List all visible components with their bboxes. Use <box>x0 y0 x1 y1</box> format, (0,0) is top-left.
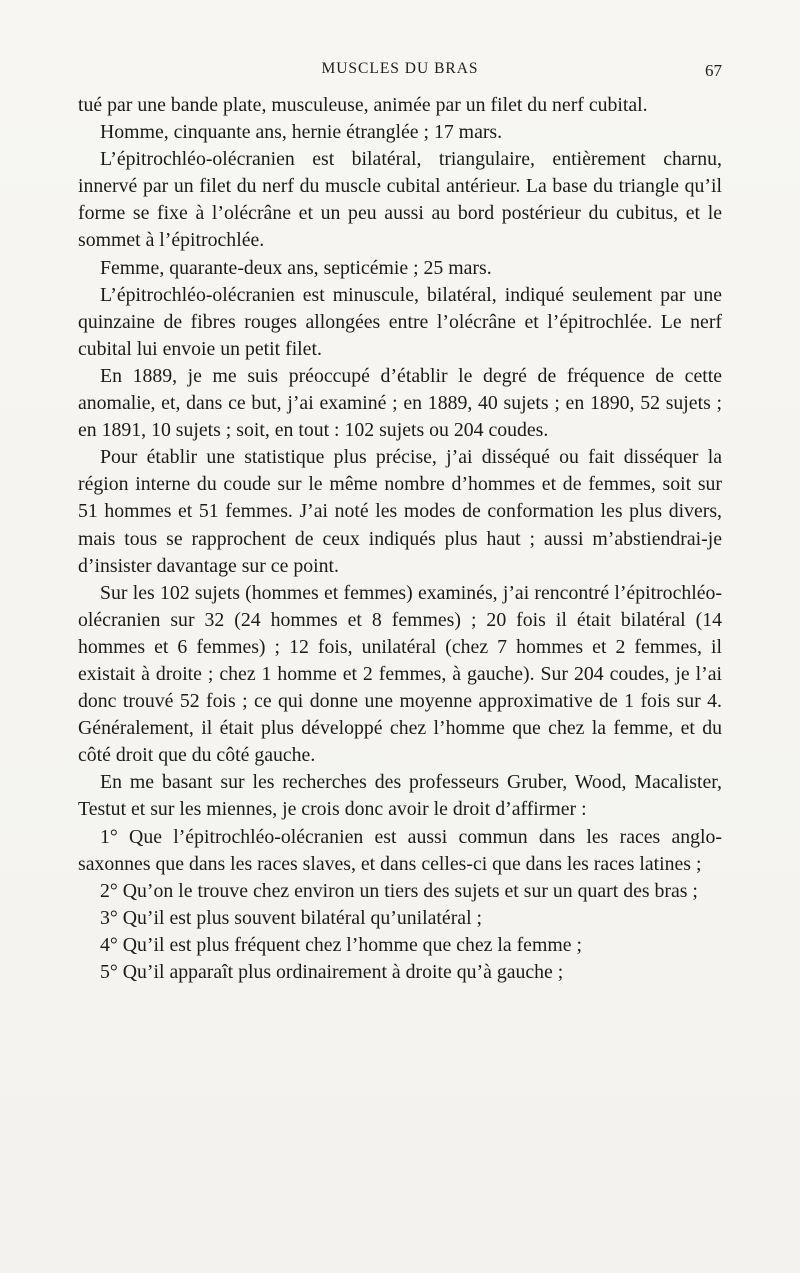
list-item: 4° Qu’il est plus fréquent chez l’homme que chez la femme ; <box>100 933 582 956</box>
paragraph: tué par une bande plate, musculeuse, animée par un filet du nerf cubital. <box>78 94 648 116</box>
body-text <box>78 92 722 986</box>
paragraph: Homme, cinquante ans, hernie étranglée ; 17 mars. <box>100 121 503 144</box>
paragraph: En 1889, je me suis préoccupé d’établir le degré de fréquence de cette anomalie, et, dans ce but, j’ai examiné ; en 1889, 40 sujets ; en 1890, 52 sujets ; en 1891, 10 sujets ; soit, en tout : 102 sujets ou 204 coudes. <box>78 364 722 442</box>
paragraph: Femme, quarante-deux ans, septicémie ; 25 mars. <box>100 256 492 279</box>
page-number: 67 <box>705 61 722 80</box>
paragraph: Pour établir une statistique plus précise, j’ai disséqué ou fait disséquer la région interne du coude sur le même nombre d’hommes et de femmes, soit sur 51 hommes et 51 femmes. J’ai noté les modes de conformation les plus divers, mais tous se rapprochent de ceux indiqués plus haut ; aussi m’abstiendrai-je d’insister davantage sur ce point. <box>78 446 722 577</box>
paragraph: Sur les 102 sujets (hommes et femmes) examinés, j’ai rencontré l’épitrochléo-olécranien sur 32 (24 hommes et 8 femmes) ; 20 fois il était bilatéral (14 hommes et 6 femmes) ; 12 fois, unilatéral (chez 7 hommes et 2 femmes, il existait à droite ; chez 1 homme et 2 femmes, à gauche). Sur 204 coudes, je l’ai donc trouvé 52 fois ; ce qui donne une moyenne approximative de 1 fois sur 4. Généralement, il était plus développé chez l’homme que chez la femme, et du côté droit que du côté gauche. <box>78 581 722 767</box>
list-item: 3° Qu’il est plus souvent bilatéral qu’unilatéral ; <box>100 906 483 929</box>
paragraph: L’épitrochléo-olécranien est bilatéral, triangulaire, entièrement charnu, innervé par un filet du nerf du muscle cubital antérieur. La base du triangle qu’il forme se fixe à l’olécrâne et un peu aussi au bord postérieur du cubitus, et le sommet à l’épitrochlée. <box>78 148 722 252</box>
list-item: 2° Qu’on le trouve chez environ un tiers des sujets et sur un quart des bras ; <box>100 879 698 902</box>
running-title: MUSCLES DU BRAS <box>321 60 479 77</box>
list-item: 5° Qu’il apparaît plus ordinairement à droite qu’à gauche ; <box>100 961 564 983</box>
paragraph: L’épitrochléo-olécranien est minuscule, bilatéral, indiqué seulement par une quinzaine de fibres rouges allongées entre l’olécrâne et l’épitrochlée. Le nerf cubital lui envoie un petit filet. <box>78 283 722 360</box>
page-header <box>78 60 722 84</box>
paragraph: En me basant sur les recherches des professeurs Gruber, Wood, Macalister, Testut et sur les miennes, je crois donc avoir le droit d’affirmer : <box>78 771 722 821</box>
list-item: 1° Que l’épitrochléo-olécranien est aussi commun dans les races anglo-saxonnes que dans les races slaves, et dans celles-ci que dans les races latines ; <box>78 825 722 875</box>
